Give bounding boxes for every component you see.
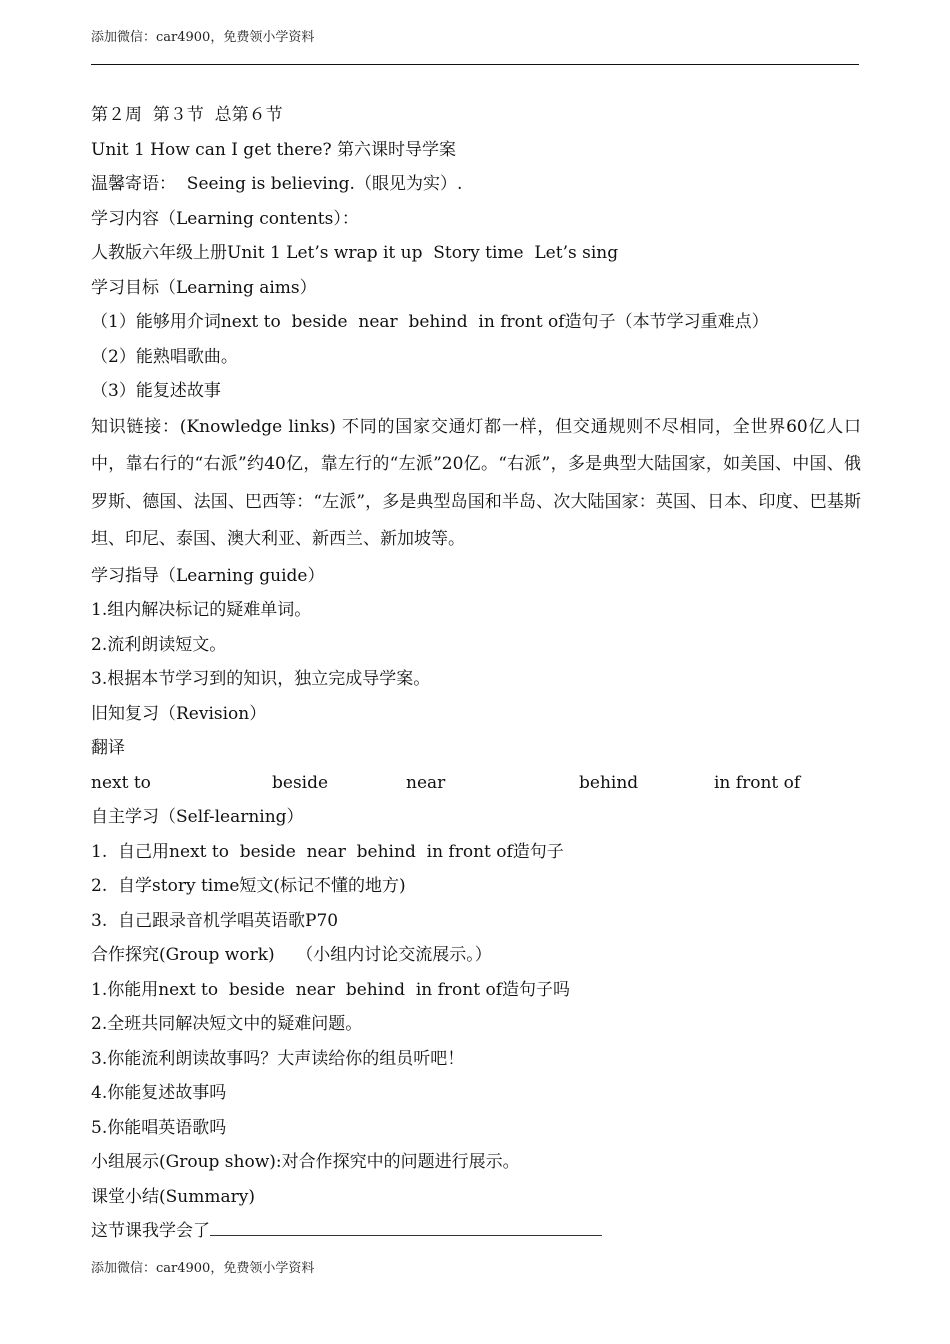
group-work-item: 1.你能用next to beside near behind in front of造句子吗	[91, 979, 570, 1000]
learning-guide-heading: 学习指导（Learning guide）	[91, 565, 325, 586]
learning-contents-heading: 学习内容（Learning contents）：	[91, 208, 359, 229]
guide-item: 1.组内解决标记的疑难单词。	[91, 600, 312, 620]
word-item: behind	[579, 772, 639, 793]
translation-words	[91, 766, 861, 801]
guide-item: 3.根据本节学习到的知识，独立完成导学案。	[91, 669, 431, 689]
lesson-title: Unit 1 How can I get there? 第六课时导学案	[91, 139, 457, 160]
document-body	[91, 98, 861, 1249]
group-work-item: 4.你能复述故事吗	[91, 1083, 227, 1103]
learning-contents: 人教版六年级上册Unit 1 Let’s wrap it up Story time Let’s sing	[91, 243, 619, 263]
group-work-item: 3.你能流利朗读故事吗？大声读给你的组员听吧！	[91, 1048, 465, 1069]
group-show: 小组展示(Group show):对合作探究中的问题进行展示。	[91, 1152, 520, 1172]
answer-blank[interactable]	[210, 1217, 602, 1236]
word-item: beside	[272, 772, 329, 793]
aim-item: （3）能复述故事	[91, 381, 221, 401]
guide-item: 2.流利朗读短文。	[91, 634, 227, 655]
group-work-heading: 合作探究(Group work) （小组内讨论交流展示。）	[91, 945, 492, 965]
motto: 温馨寄语： Seeing is believing.（眼见为实）.	[91, 174, 463, 194]
group-work-item: 5.你能唱英语歌吗	[91, 1117, 227, 1138]
footer-note: 添加微信：car4900，免费领小学资料	[91, 1261, 315, 1276]
translate-label: 翻译	[91, 738, 125, 758]
self-learning-item: 1. 自己用next to beside near behind in front of造句子	[91, 841, 564, 862]
word-item: next to	[91, 772, 151, 793]
knowledge-links: 知识链接：(Knowledge links) 不同的国家交通灯都一样，但交通规则不尽相同，全世界60亿人口中，靠右行的“右派”约40亿，靠左行的“左派”20亿。“右派”，多是典型大陆国家，如美国、中国、俄罗斯、德国、法国、巴西等：“左派”，多是典型岛国和半岛、次大陆国家：英国、日本、印度、巴基斯坦、印尼、泰国、澳大利亚、新西兰、新加坡等。	[91, 416, 861, 549]
summary-prompt-row	[91, 1214, 861, 1249]
word-item: near	[406, 772, 446, 793]
self-learning-item: 3. 自己跟录音机学唱英语歌P70	[91, 910, 339, 931]
header-divider	[91, 64, 859, 65]
header-note: 添加微信：car4900，免费领小学资料	[91, 30, 315, 45]
summary-prompt: 这节课我学会了	[91, 1221, 210, 1241]
self-learning-item: 2. 自学story time短文(标记不懂的地方)	[91, 876, 406, 896]
aim-item: （1）能够用介词next to beside near behind in front of造句子（本节学习重难点）	[91, 312, 769, 332]
aim-item: （2）能熟唱歌曲。	[91, 346, 238, 367]
group-work-item: 2.全班共同解决短文中的疑难问题。	[91, 1014, 363, 1034]
word-item: in front of	[714, 772, 801, 793]
summary-heading: 课堂小结(Summary)	[91, 1186, 255, 1207]
learning-aims-heading: 学习目标（Learning aims）	[91, 277, 317, 298]
lesson-info: 第２周 第３节 总第６节	[91, 105, 283, 125]
self-learning-heading: 自主学习（Self-learning）	[91, 807, 304, 827]
revision-heading: 旧知复习（Revision）	[91, 703, 267, 724]
